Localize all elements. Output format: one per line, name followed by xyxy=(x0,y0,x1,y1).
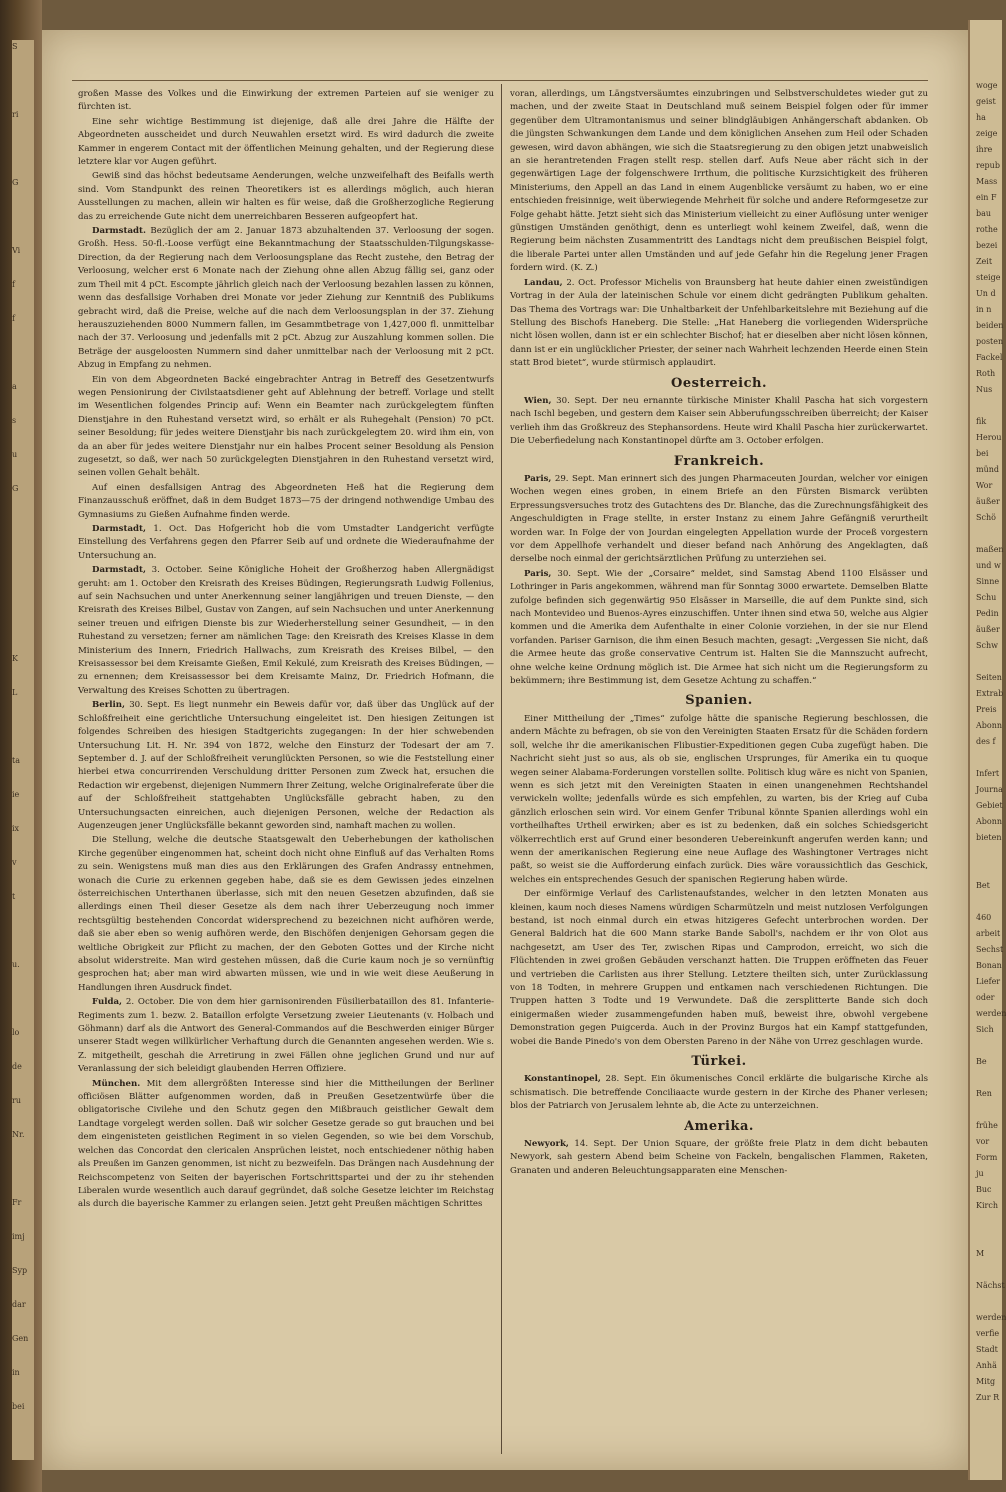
article-paragraph xyxy=(510,568,928,689)
next-page-fragment: arbeit xyxy=(976,929,1001,938)
next-page-fragment: Roth xyxy=(976,369,996,378)
right-column xyxy=(510,88,928,1448)
paragraph-text: Mit dem allergrößten Interesse sind hier die Mittheilungen der Berliner officiösen Blätter aufgenommen worden, daß in Preußen Gesetzentwürfe über die obligatorische Civilehe und den Schutz gegen den Mißbrauch geistlicher Gewalt dem Landtage vorgelegt werden sollen. Daß wir solcher Gesetze gerade so gut brauchen und bei dem eingenisteten geistlichen Regiment in so vielen Gegenden, so wie bei dem Vorschub, welchen das Concordat den clericalen Ansprüchen leistet, noch entschiedener nöthig haben als Preußen im Ganzen genommen, ist nicht zu bezweifeln. Das Drängen nach Ausdehnung der Reichscompetenz von Seiten der bayerischen Fortschrittspartei und der zu ihr stehenden Liberalen wurde wesentlich auch darauf gegründet, daß solche Gesetze leichter im Reichstag als durch die bayerische Kammer zu erlangen seien. Jetzt geht Preußen mächtigen Schrittes xyxy=(78,1078,494,1210)
next-page-fragment: steige xyxy=(976,273,1001,282)
next-page-fragment: Bet xyxy=(976,881,990,890)
paragraph-text: großen Masse des Volkes und die Einwirkung der extremen Parteien auf sie weniger zu fürchten ist. xyxy=(78,89,494,113)
edge-fragment xyxy=(12,346,34,359)
edge-fragment: ri xyxy=(12,110,19,119)
paragraph-text: 14. Sept. Der Union Square, der größte freie Platz in dem dicht bebauten Newyork, sah gestern Abend beim Scheine von Fackeln, bengalischen Flammen, Raketen, Granaten und anderen Beleuchtungsapparaten eine Menschen- xyxy=(510,1139,929,1176)
article-paragraph xyxy=(78,170,494,224)
edge-fragment: S xyxy=(12,42,18,51)
edge-fragment: f xyxy=(12,314,15,323)
edge-fragment xyxy=(12,992,34,1005)
next-page-fragment: Zeit xyxy=(976,257,993,266)
edge-fragment: v xyxy=(12,858,17,867)
edge-fragment: ru xyxy=(12,1096,21,1105)
newspaper-page xyxy=(42,30,968,1470)
next-page-fragment: oder xyxy=(976,993,995,1002)
next-page-fragment xyxy=(976,848,1002,860)
article-paragraph xyxy=(78,225,494,372)
next-page-fragment: bau xyxy=(976,209,992,218)
edge-fragment: G xyxy=(12,484,19,493)
paragraph-text: Bezüglich der am 2. Januar 1873 abzuhaltenden 37. Verloosung der sogen. Großh. Hess. 50-fl.-Loose verfügt eine Bekanntmachung der Staatsschulden-Tilgungskasse-Direction, da der Regierung nach dem Verloosungsplane das Recht zustehe, den Betrag der Verloosung, welcher erst 6 Monate nach der Ziehung ohne allen Abzug fällig sei, ganz oder zum Theil mit 4 pCt. Escompte jährlich gleich nach der Verloosung bezahlen lassen zu können, wenn das desfallsige Vorhaben drei Monate vor jeder Ziehung zur Kenntniß des Publikums gebracht wird, daß die Preise, welche auf die nach dem Verloosungsplan in der 37. Ziehung herauszuziehenden 8000 Nummern fallen, im Gesammtbetrage von 1,427,000 fl. unmittelbar nach der 37. Verloosung und jedenfalls mit 2 pCt. Abzug zur Auszahlung kommen sollen. Die Beträge der ausgeloosten Nummern sind daher unmittelbar nach der Verloosung mit 2 pCt. Abzug in Empfang zu nehmen. xyxy=(78,226,495,371)
paragraph-text: 28. Sept. Ein ökumenisches Concil erklärte die bulgarische Kirche als schismatisch. Die betreffende Conciliaacte wurde gestern in der Kirche des Phaner verlesen; blos der Patriarch von Jerusalem lehnte ab, die Acte zu unterzeichnen. xyxy=(510,1074,929,1112)
dateline: Landau, xyxy=(524,277,563,288)
next-page-fragment: münd xyxy=(976,465,1000,474)
next-page-fragment: woge xyxy=(976,81,998,90)
next-page-fragment: Mass xyxy=(976,177,998,186)
dateline: Konstantinopel, xyxy=(524,1074,601,1085)
section-heading: Amerika. xyxy=(684,1118,754,1134)
paragraph-text: voran, allerdings, um Längstversäumtes einzubringen und Selbstverschuldetes wieder gut zu machen, und der zweite Staat in Deutschland muß seinem Beispiel folgen oder für immer gegenüber dem Ultramontanismus und seiner blindgläubigen Anhängerschaft abdanken. Ob die jüngsten Schwankungen dem Lande und dem königlichen Ansehen zum Heil oder Schaden gewesen, wird davon abhängen, wie sich die Staatsregierung zu den obigen jetzt unabweislich an sie herantretenden Fragen stellt resp. stellen darf. Aufs Neue aber rächt sich in der gegenwärtigen Lage der folgenschwere Irrthum, die politische Kurzsichtigkeit des früheren Ministeriums, den Appell an das Land in einem Augenblicke versäumt zu haben, wo er eine entschieden freisinnige, weit überwiegende Mehrheit für solche und andere Reformgesetze zur Folge gehabt hätte. Jetzt sieht sich das Ministerium vielleicht zu einer Auflösung unter weniger günstigen Umständen genöthigt, denn es unterliegt wohl keinem Zweifel, daß, wenn die Regierung beim nächsten Zusammentritt des Landtags nicht dem preußischen Beispiel folgt, die liberale Partei unter allen Umständen und auf jede Gefahr hin die Regelung jener Fragen fordern wird. (K. Z.) xyxy=(510,89,928,274)
edge-fragment: Vi xyxy=(12,246,21,255)
next-page-fragment: Un d xyxy=(976,289,996,298)
next-page-fragment: in n xyxy=(976,305,992,314)
next-page-fragment: Sinne xyxy=(976,577,1000,586)
next-page-fragment: werden xyxy=(976,1313,1006,1322)
article-paragraph xyxy=(78,1078,494,1212)
edge-fragment: t xyxy=(12,892,16,901)
article-paragraph xyxy=(510,1073,928,1113)
next-page-fragment: Sechst xyxy=(976,945,1004,954)
paragraph-text: Einer Mittheilung der „Times“ zufolge hätte die spanische Regierung beschlossen, die andern Mächte zu befragen, ob sie von den Vereinigten Staaten Ersatz für die Schäden fordern soll, welche ihr die amerikanischen Flibustier-Expeditionen gegen Cuba zugefügt haben. Die Nachricht sieht just so aus, als ob sie, englischen Ursprunges, für Amerika ein tu quoque wegen seiner Alabama-Forderungen vorstellen sollte. Politisch klug wäre es nicht von Spanien, wenn es sich jetzt mit den Vereinigten Staaten in einen unangenehmen Rechtshandel verwickeln wollte; jedenfalls würde es sich empfehlen, zu warten, bis der Krieg auf Cuba gänzlich erloschen sein wird. Vor einem Genfer Tribunal könnte Spanien allerdings wohl ein vortheilhaftes Urtheil erwirken; aber es ist zu bedenken, daß ein solches Schiedsgericht völkerrechtlich erst auf Grund einer besonderen Uebereinkunft angerufen werden kann; und wenn der amerikanischen Regierung eine neue Auflage des Washingtoner Vertrages nicht paßt, so weist sie die Aufforderung einfach zurück. Dies wäre voraussichtlich das Geschick, welches ein entsprechendes Gesuch der spanischen Regierung haben würde. xyxy=(510,713,928,885)
dateline: Paris, xyxy=(524,568,552,579)
edge-fragment: ix xyxy=(12,824,20,833)
edge-fragment xyxy=(12,584,34,597)
article-paragraph xyxy=(78,482,494,522)
next-page-fragment: äußer xyxy=(976,497,1000,506)
paragraph-text: Auf einen desfallsigen Antrag des Abgeordneten Heß hat die Regierung dem Finanzausschuß eröffnet, daß in dem Budget 1873—75 der dringend nothwendige Umbau des Gymnasiums zu Gießen Aufnahme finden werde. xyxy=(78,482,494,520)
paragraph-text: 30. Sept. Wie der „Corsaire“ meldet, sind Samstag Abend 1100 Elsässer und Lothringer in Paris angekommen, während man für Sonntag 3000 erwartete. Demselben Blatte zufolge befinden sich gegenwärtig 950 Elsässer in Marseille, die auf dem Punkte sind, sich nach Montevideo und Buenos-Ayres einzuschiffen. Unter ihnen sind etwa 50, welche aus Algier kommen und die Amerika dem Aufenthalte in einer Colonie vorziehen, in der sie nur Elend vorfanden. Pariser Garnison, die ihm einen Besuch machten, gesagt: „Vergessen Sie nicht, daß die Armee heute das große conservative Centrum ist. Halten Sie die Mannszucht aufrecht, ohne welche keine Ordnung möglich ist. Die Armee hat sich nicht um die Regierungsform zu bekümmern; ihre Bestimmung ist, dem Gesetze Achtung zu schaffen.“ xyxy=(510,568,928,687)
next-page-fragment: rothe xyxy=(976,225,998,234)
next-page-fragment: 460 xyxy=(976,913,992,922)
paragraph-text: Der einförmige Verlauf des Carlistenaufstandes, welcher in den letzten Monaten aus kleinen, kaum noch dieses Namens würdigen Scharmützeln und meist nutzlosen Verfolgungen bestand, ist noch einmal durch ein etwas hitzigeres Gefecht unterbrochen worden. Der General Baldrich hat die 600 Mann starke Bande Saboll's, nachdem er ihr von Olot aus nachgesetzt, am User des Ter, zwischen Ripas und Camprodon, erreicht, wo sich die Flüchtenden in zwei großen Gebäuden verschanzt hatten. Die Truppen eröffneten das Feuer und vertrieben die Carlisten aus ihrer Stellung. Letztere theilten sich, unter Zurücklassung von 18 Todten, in mehrere Gruppen und entkamen nach verschiedenen Richtungen. Die Truppen hatten 3 Todte und 19 Verwundete. Daß die zersplitterte Bande sich doch einigermaßen wieder zusammengefunden haben muß, beweist ihre, obwohl vergebene Demonstration gegen Puigcerda. Auch in der Provinz Burgos hat ein Kampf stattgefunden, wobei die Bande Pinedo's von dem Obersten Pareno in der Nähe von Urrez geschlagen wurde. xyxy=(510,889,928,1047)
next-page-fragment: maßen xyxy=(976,545,1004,554)
next-page-fragment xyxy=(976,400,1002,412)
edge-fragment: Nr. xyxy=(12,1130,25,1139)
edge-fragment xyxy=(12,618,34,631)
next-page-fragment: Abonn xyxy=(976,817,1003,826)
edge-fragment: u xyxy=(12,450,18,459)
next-page-fragment: frühe xyxy=(976,1121,998,1130)
edge-fragment: G xyxy=(12,178,19,187)
paragraph-text: 30. Sept. Es liegt nunmehr ein Beweis dafür vor, daß über das Unglück auf der Schloßfreiheit eine gerichtliche Untersuchung eingeleitet ist. Den hiesigen Zeitungen ist folgendes Schreiben des hiesigen Stadtgerichts zugegangen: In der hier schwebenden Untersuchung Lit. H. Nr. 394 von 1872, welche den Einsturz der Todesart der am 7. September d. J. auf der Schloßfreiheit verunglückten Personen, so wie die Feststellung einer hierbei etwa concurrirenden Verschuldung dritter Personen zum Zweck hat, ersuchen die Redaction wir ergebenst, diejenigen Nummern Ihrer Zeitung, welche Originalreferate über die auf der Schloßfreiheit stattgehabten Unglücksfälle gebracht haben, zu den Untersuchungsacten einreichen, auch diejenigen Personen, welche der Redaction als Augenzeugen jener Unglücksfälle bekannt geworden sind, namhaft machen zu wollen. xyxy=(78,700,495,831)
next-page-fragment xyxy=(976,528,1002,540)
article-paragraph xyxy=(510,1138,928,1178)
next-page-fragment: Herou xyxy=(976,433,1002,442)
next-page-fragment: des f xyxy=(976,737,996,746)
edge-fragment: s xyxy=(12,416,17,425)
top-rule xyxy=(72,80,928,81)
next-page-fragment: Sich xyxy=(976,1025,994,1034)
paragraph-text: 30. Sept. Der neu ernannte türkische Minister Khalil Pascha hat sich vorgestern nach Ischl begeben, und gestern dem Kaiser sein Abberufungsschreiben überreicht; der Kaiser verlieh ihm das Großkreuz des Stephansordens. Heute wird Khalil Pascha hier zurückerwartet. Die Ueberfiedelung nach Konstantinopel dürfte am 3. October erfolgen. xyxy=(510,395,928,447)
next-page-fragment: Seiten xyxy=(976,673,1002,682)
article-paragraph xyxy=(78,996,494,1076)
edge-fragment: bei xyxy=(12,1402,25,1411)
edge-fragment: dar xyxy=(12,1300,26,1309)
edge-fragment: ie xyxy=(12,790,20,799)
article-paragraph xyxy=(510,277,928,371)
next-page-fragment: Schw xyxy=(976,641,998,650)
next-page-fragment: Stadt xyxy=(976,1345,998,1354)
dateline: Berlin, xyxy=(92,700,126,711)
next-page-fragment: bezei xyxy=(976,241,998,250)
next-page-fragment: Nus xyxy=(976,385,993,394)
next-page-fragment: Gebiet xyxy=(976,801,1003,810)
next-page-fragment xyxy=(976,656,1002,668)
article-paragraph xyxy=(78,564,494,698)
edge-fragment: imj xyxy=(12,1232,25,1241)
next-page-fragment: Buc xyxy=(976,1185,992,1194)
edge-fragment: de xyxy=(12,1062,22,1071)
article-paragraph xyxy=(78,116,494,170)
paragraph-text: Eine sehr wichtige Bestimmung ist diejenige, daß alle drei Jahre die Hälfte der Abgeordneten ausscheidet und durch Neuwahlen ersetzt wird. Es wird dadurch die zweite Kammer in engerem Contact mit der öffentlichen Meinung gehalten, und der Regierung diese letztere klar vor Augen geführt. xyxy=(78,116,494,168)
edge-fragment: K xyxy=(12,654,18,663)
next-page-fragment xyxy=(976,1216,1002,1228)
next-page-fragment: Be xyxy=(976,1057,987,1066)
next-page-fragment: Abonn xyxy=(976,721,1003,730)
paragraph-text: 2. October. Die von dem hier garnisonirenden Füsilierbataillon des 81. Infanterie-Regiments zum 1. bezw. 2. Bataillon erfolgte Versetzung zweier Lieutenants (v. Holbach und Göhmann) darf als die Antwort des General-Commandos auf die Beschwerden einiger Bürger unserer Stadt wegen willkürlicher Verhaftung durch die Genannten angesehen werden. Wie s. Z. mitgetheilt, geschah die Arretirung in zwei Fällen ohne jeglichen Grund und nur auf Veranlassung der sich beleidigt glaubenden Herren Offiziere. xyxy=(78,997,494,1075)
edge-fragment xyxy=(12,1162,34,1175)
paragraph-text: 3. October. Seine Königliche Hoheit der Großherzog haben Allergnädigst geruht: am 1. October den Kreisrath des Kreises Büdingen, Regierungsrath Ludwig Follenius, auf sein Nachsuchen und unter Anerkennung seiner langjährigen und treuen Dienste, — den Kreisrath des Kreises Bilbel, Gustav von Zangen, auf sein Nachsuchen und unter Anerkennung seiner treuen und eifrigen Dienste bis zur Wiederherstellung seiner Gesundheit, — in den Ruhestand zu versetzen; ferner am nämlichen Tage: den Kreisrath des Kreises Klasse in dem Ministerium des Innern, Friedrich Hallwachs, zum Kreisrath des Kreises Bilbel, — den Kreisassessor bei dem Kreisamte Gießen, Emil Kekulé, zum Kreisrath des Kreises Büdingen, — zu ernennen; dem Kreisassessor bei dem Kreisamte Mainz, Dr. Friedrich Hofmann, die Verwaltung des Kreises Schotten zu übertragen. xyxy=(78,565,494,696)
next-page-fragment xyxy=(976,1232,1002,1244)
next-page-fragment: fik xyxy=(976,417,987,426)
article-paragraph xyxy=(78,523,494,563)
edge-fragment xyxy=(12,74,34,87)
next-page-fragment: Ren xyxy=(976,1089,992,1098)
paragraph-text: 2. Oct. Professor Michelis von Braunsberg hat heute dahier einen zweistündigen Vortrag in der Aula der lateinischen Schule vor einem dicht gedrängten Publikum gehalten. Das Thema des Vortrags war: Die Unhaltbarkeit der Unfehlbarkeitslehre mit Beziehung auf die Stellung des Bischofs Haneberg. Die Stelle: „Hat Haneberg die vorliegenden Widersprüche nicht lösen wollen, dann ist er ein schlechter Bischof; hat er dieselben aber nicht lösen können, dann ist er ein unglücklicher Priester, der seiner nach Wahrheit lechzenden Heerde einen Stein statt Brod bietet“, wurde stürmisch applaudirt. xyxy=(510,277,928,369)
section-heading: Oesterreich. xyxy=(671,375,767,391)
edge-fragment: ta xyxy=(12,756,20,765)
edge-fragment: a xyxy=(12,382,17,391)
next-page-fragment: Form xyxy=(976,1153,998,1162)
dateline: Newyork, xyxy=(524,1139,569,1150)
next-page-fragment: Kirch xyxy=(976,1201,998,1210)
next-page-fragment: ihre xyxy=(976,145,993,154)
next-page-fragment: ju xyxy=(976,1169,984,1178)
next-page-fragment xyxy=(976,1296,1002,1308)
next-page-fragment: Schö xyxy=(976,513,996,522)
paragraph-text: Die Stellung, welche die deutsche Staatsgewalt den Ueberhebungen der katholischen Kirche gegenüber eingenommen hat, scheint doch nicht ohne Einfluß auf das Verhalten Roms zu sein. Wenigstens muß man dies aus den Erklärungen des Grafen Andrassy entnehmen, wonach die Curie zu erkennen gegeben habe, daß sie es dem Gewissen jedes einzelnen österreichischen Unterthanen überlasse, sich mit den neuen Gesetzen abzufinden, daß sie allerdings einen Theil dieser Gesetze als dem nach ihrer Ueberzeugung noch immer rechtsgültig bestehenden Concordat widersprechend zu bezeichnen nicht aufhören werde, daß sie aber eben so wenig aufhören werde, den Bischöfen denjenigen Gehorsam gegen die weltliche Obrigkeit zur Pflicht zu machen, der den Geboten Gottes und der Kirche nicht absolut widerstreite. Man wird gestehen müssen, daß die Curie kaum noch je so vernünftig gesprochen hat; aber man wird abwarten müssen, wie und in wie weit diese Aeußerung in Handlungen ihren Ausdruck findet. xyxy=(78,835,494,993)
next-page-fragment: zeige xyxy=(976,129,998,138)
next-page-fragment: Nächst xyxy=(976,1281,1005,1290)
next-page-fragment: beiden xyxy=(976,321,1004,330)
paragraph-text: Ein von dem Abgeordneten Backé eingebrachter Antrag in Betreff des Gesetzentwurfs wegen Pensionirung der Civilstaatsdiener geht auf Ablehnung der betreff. Vorlage und stellt im Wesentlichen folgendes Princip auf: Wenn ein Beamter nach zurückgelegtem fünften Dienstjahre in den Ruhestand versetzt wird, so erhält er als Ruhegehalt (Pension) 70 pCt. seiner Besoldung; für jedes weitere Dienstjahr bis nach zurückgelegtem 20. wird ihm ein, von da an aber für jedes weitere Dienstjahr nur ein halbes Procent seiner Besoldung als Pension zugesetzt, so daß, wer nach 50 zurückgelegten Dienstjahren in den Ruhestand versetzt wird, seinen vollen Gehalt behält. xyxy=(78,374,494,479)
next-page-fragment: und w xyxy=(976,561,1001,570)
next-page-fragment: Mitg xyxy=(976,1377,996,1386)
edge-fragment: Syp xyxy=(12,1266,28,1275)
next-page-fragment: ein F xyxy=(976,193,997,202)
next-page-fragment: posten xyxy=(976,337,1004,346)
next-page-fragment xyxy=(976,864,1002,876)
edge-fragment xyxy=(12,210,34,223)
edge-fragment: u. xyxy=(12,960,20,969)
next-page-fragment: Pedin xyxy=(976,609,999,618)
next-page-fragment: äußer xyxy=(976,625,1000,634)
article-paragraph xyxy=(78,88,494,115)
dateline: München. xyxy=(92,1078,141,1089)
next-page-fragment: Wor xyxy=(976,481,993,490)
edge-fragment: lo xyxy=(12,1028,20,1037)
next-page-fragment: Extrab xyxy=(976,689,1004,698)
dateline: Wien, xyxy=(524,395,552,406)
edge-fragment xyxy=(12,550,34,563)
next-page-fragment xyxy=(976,1072,1002,1084)
next-page-fragment: Preis xyxy=(976,705,997,714)
next-page-fragment xyxy=(976,896,1002,908)
paragraph-text: 1. Oct. Das Hofgericht hob die vom Umstadter Landgericht verfügte Einstellung des Verfahrens gegen den Pfarrer Seib auf und ordnete die Wiederaufnahme der Untersuchung an. xyxy=(78,524,495,561)
article-paragraph xyxy=(510,395,928,449)
article-paragraph xyxy=(78,699,494,833)
next-page-fragment: geist xyxy=(976,97,996,106)
article-paragraph xyxy=(78,374,494,481)
edge-fragment: Fr xyxy=(12,1198,22,1207)
next-page-edge xyxy=(968,20,1006,1480)
edge-fragment: f xyxy=(12,280,15,289)
dateline: Fulda, xyxy=(92,997,123,1008)
edge-fragment xyxy=(12,720,34,733)
next-page-fragment: Journa xyxy=(976,785,1003,794)
next-page-fragment: bei xyxy=(976,449,989,458)
next-page-fragment: Infert xyxy=(976,769,1000,778)
section-heading: Spanien. xyxy=(685,693,753,709)
article-paragraph xyxy=(510,473,928,567)
edge-fragment: in xyxy=(12,1368,20,1377)
dateline: Darmstadt, xyxy=(92,524,146,534)
next-page-fragment: Schu xyxy=(976,593,997,602)
section-heading: Türkei. xyxy=(691,1054,747,1070)
next-page-fragment: bieten xyxy=(976,833,1002,842)
next-page-fragment: Fackel xyxy=(976,353,1003,362)
dateline: Paris, xyxy=(524,473,552,484)
paragraph-text: 29. Sept. Man erinnert sich des jungen Pharmaceuten Jourdan, welcher vor einigen Wochen wegen eines groben, in einem Briefe an den Fürsten Bismarck verübten Erpressungsversuches trotz des Gutachtens des Dr. Blanche, das die Zurechnungsfähigkeit des Angeschuldigten in Frage stellte, in erster Instanz zu einem Jahre Gefängniß verurtheilt worden war. In Folge der von Jourdan eingelegten Appellation wurde der Proceß vorgestern vor dem Appellhofe verhandelt und dieser befand nach Anhörung des Angeklagten, daß derselbe noch einmal der gerichtsärztlichen Prüfung zu unterziehen sei. xyxy=(510,473,928,565)
left-column xyxy=(78,88,494,1448)
next-page-fragment: repub xyxy=(976,161,1000,170)
next-page-fragment xyxy=(976,752,1002,764)
next-page-fragment xyxy=(976,1040,1002,1052)
edge-fragment: Gen xyxy=(12,1334,29,1343)
dateline: Darmstadt. xyxy=(92,226,146,237)
article-paragraph xyxy=(78,834,494,995)
next-page-fragment xyxy=(976,1264,1002,1276)
next-page-fragment: M xyxy=(976,1249,985,1258)
article-paragraph xyxy=(510,888,928,1049)
next-page-fragment: Anhä xyxy=(976,1361,997,1370)
paragraph-text: Gewiß sind das höchst bedeutsame Aenderungen, welche unzweifelhaft des Beifalls werth sind. Vom Standpunkt des reinen Theoretikers ist es allerdings möglich, auch hieran Ausstellungen zu machen, allein wir halten es für weise, daß die Großherzogliche Regierung das zu erreichende Gute nicht dem unerreichbaren Besseren aufgeopfert hat. xyxy=(78,171,494,222)
next-page-fragment: Zur R xyxy=(976,1393,1000,1402)
column-divider xyxy=(501,84,502,1454)
next-page-fragment: werden xyxy=(976,1009,1006,1018)
next-page-fragment: ha xyxy=(976,113,986,122)
next-page-fragment: verfie xyxy=(976,1329,1000,1338)
edge-fragment xyxy=(12,142,34,155)
next-page-fragment: vor xyxy=(976,1137,990,1146)
section-heading: Frankreich. xyxy=(673,453,765,469)
edge-fragment: L xyxy=(12,688,18,697)
article-paragraph xyxy=(510,88,928,276)
next-page-fragment: Liefer xyxy=(976,977,1001,986)
edge-fragment xyxy=(12,924,34,937)
article-paragraph xyxy=(510,713,928,887)
previous-page-edge xyxy=(12,40,34,1460)
dateline: Darmstadt, xyxy=(92,565,146,576)
next-page-fragment: Bonan xyxy=(976,961,1002,970)
edge-fragment xyxy=(12,516,34,529)
next-page-fragment xyxy=(976,1104,1002,1116)
